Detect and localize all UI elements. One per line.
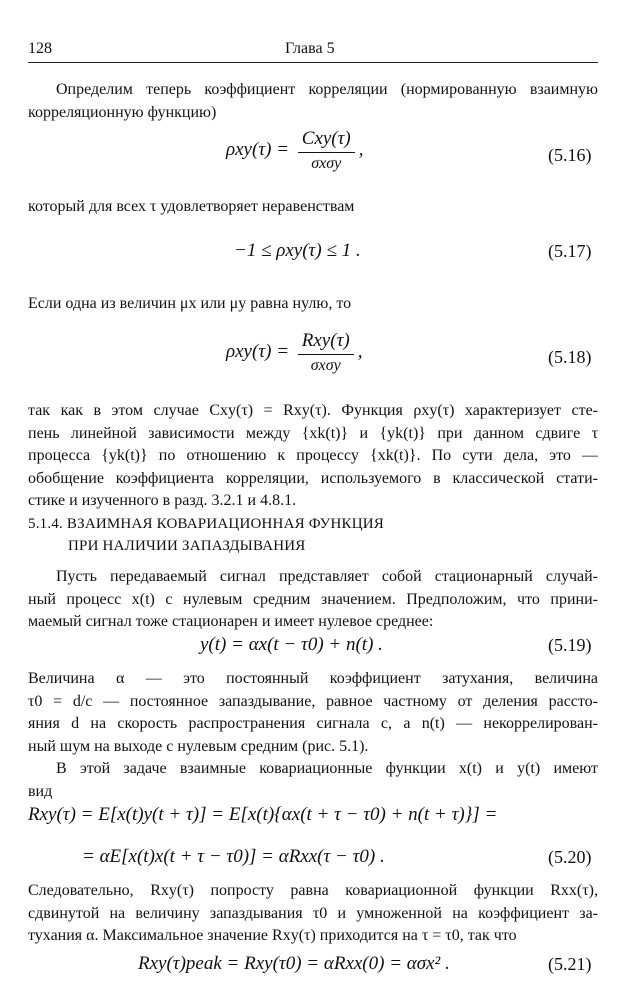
equation-number-5-21: (5.21) bbox=[548, 954, 592, 974]
equation-fraction bbox=[298, 330, 354, 375]
equation-5-20-line-1: Rxy(τ) = E[x(t)y(t + τ)] = E[x(t){αx(t + τ − τ0) + n(t + τ)}] = bbox=[28, 804, 498, 825]
chapter-title: Глава 5 bbox=[285, 40, 335, 57]
equation-fraction bbox=[298, 128, 355, 173]
equation-number-5-20: (5.20) bbox=[548, 847, 592, 867]
text-line: тухания α. Максимальное значение Rxy(τ) приходится на τ = τ0, так что bbox=[28, 927, 517, 944]
header-rule bbox=[28, 62, 598, 63]
paragraph-zero-mean-case bbox=[28, 293, 598, 316]
text-line: стике и изученного в разд. 3.2.1 и 4.8.1. bbox=[28, 492, 297, 509]
text-line: вид bbox=[28, 782, 53, 800]
equation-number-5-18: (5.18) bbox=[548, 347, 592, 367]
fraction-denominator: σxσy bbox=[298, 152, 355, 173]
paragraph-cross-covariance bbox=[28, 758, 598, 803]
section-heading-line-1: 5.1.4. ВЗАИМНАЯ КОВАРИАЦИОННАЯ ФУНКЦИЯ bbox=[28, 516, 384, 532]
equation-number-5-19: (5.19) bbox=[548, 635, 592, 655]
text-line: сдвинутой на величину запаздывания τ0 и умноженной на коэффициент за- bbox=[28, 904, 598, 922]
text-line: яния d на скорость распространения сигнала c, а n(t) — некоррелирован- bbox=[28, 715, 598, 732]
paragraph-signal-model bbox=[28, 566, 598, 634]
page-number: 128 bbox=[28, 40, 52, 57]
text-line: корреляционную функцию) bbox=[28, 103, 217, 121]
paragraph-intro-correlation bbox=[28, 79, 598, 124]
equation-number-5-16: (5.16) bbox=[548, 145, 592, 165]
equation-lhs: ρxy(τ) = bbox=[226, 138, 294, 160]
section-heading-line-2: ПРИ НАЛИЧИИ ЗАПАЗДЫВАНИЯ bbox=[68, 538, 306, 554]
paragraph-peak-value bbox=[28, 880, 598, 948]
equation-5-16 bbox=[226, 128, 364, 173]
text-line: ный шум на выходе с нулевым средним (рис. 5.1). bbox=[28, 737, 369, 755]
text-line: который для всех τ удовлетворяет неравенствам bbox=[28, 198, 355, 215]
text-line: Определим теперь коэффициент корреляции (нормированную взаимную bbox=[56, 81, 598, 98]
text-line: Если одна из величин μx или μy равна нулю, то bbox=[28, 295, 352, 312]
text-line: Следовательно, Rxy(τ) попросту равна ковариационной функции Rxx(τ), bbox=[28, 882, 598, 899]
fraction-numerator: Cxy(τ) bbox=[301, 128, 351, 149]
equation-tail: , bbox=[358, 138, 364, 160]
text-line: пень линейной зависимости между {xk(t)} и {yk(t)} при данном сдвиге τ bbox=[28, 424, 598, 442]
text-line: В этой задаче взаимные ковариационные функции x(t) и y(t) имеют bbox=[56, 760, 598, 777]
equation-lhs: ρxy(τ) = bbox=[226, 340, 294, 362]
text-line: τ0 = d/c — постоянное запаздывание, равное частному от деления рассто- bbox=[28, 692, 598, 710]
text-line: маемый сигнал тоже стационарен и имеет нулевое среднее: bbox=[28, 613, 434, 630]
paragraph-correlation-explanation bbox=[28, 400, 598, 513]
equation-5-21: Rxy(τ)peak = Rxy(τ0) = αRxx(0) = ασx² . bbox=[138, 953, 450, 974]
text-line: ный процесс x(t) с нулевым средним значением. Предположим, что прини- bbox=[28, 590, 598, 608]
equation-tail: , bbox=[357, 340, 363, 362]
text-line: Величина α — это постоянный коэффициент затухания, величина bbox=[28, 670, 598, 687]
paragraph-attenuation bbox=[28, 668, 598, 758]
paragraph-inequality-intro bbox=[28, 196, 598, 219]
fraction-denominator: σxσy bbox=[298, 354, 354, 375]
text-line: так как в этом случае Cxy(τ) = Rxy(τ). Функция ρxy(τ) характеризует сте- bbox=[28, 402, 598, 419]
text-line: обобщение коэффициента корреляции, используемого в классической стати- bbox=[28, 469, 598, 487]
equation-number-5-17: (5.17) bbox=[548, 241, 592, 261]
equation-5-18 bbox=[226, 330, 362, 375]
fraction-numerator: Rxy(τ) bbox=[301, 330, 350, 351]
text-line: Пусть передаваемый сигнал представляет собой стационарный случай- bbox=[56, 568, 598, 585]
equation-5-19: y(t) = αx(t − τ0) + n(t) . bbox=[200, 634, 383, 655]
equation-5-20-line-2: = αE[x(t)x(t + τ − τ0)] = αRxx(τ − τ0) . bbox=[82, 846, 385, 867]
text-line: процесса {yk(t)} по отношению к процессу {xk(t)}. По сути дела, это — bbox=[28, 447, 598, 464]
equation-5-17: −1 ≤ ρxy(τ) ≤ 1 . bbox=[234, 240, 361, 261]
